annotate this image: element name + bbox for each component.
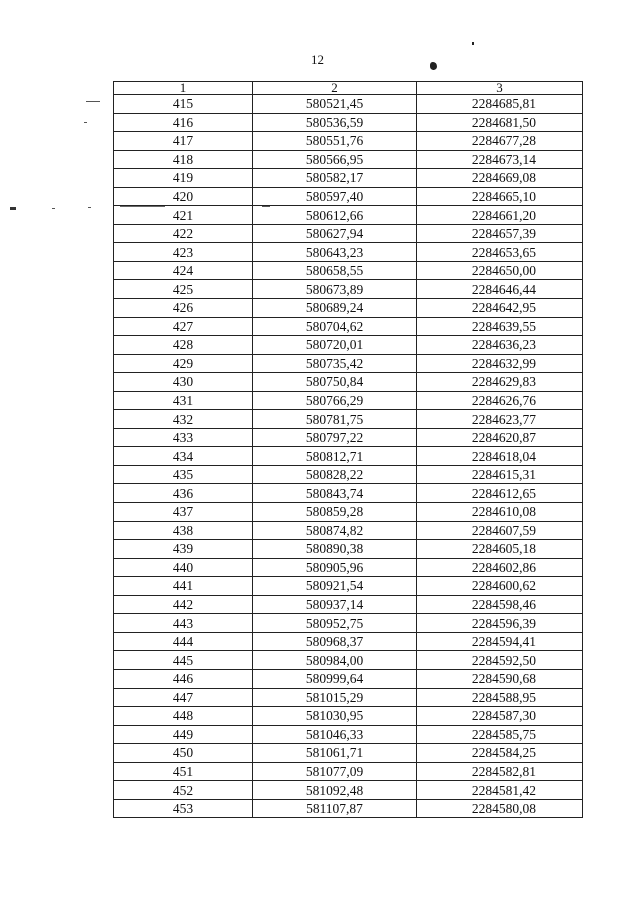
point-number-cell: 435 <box>114 465 253 484</box>
point-number-cell: 447 <box>114 688 253 707</box>
point-number-cell: 428 <box>114 336 253 355</box>
point-number-cell: 433 <box>114 428 253 447</box>
point-number-cell: 437 <box>114 503 253 522</box>
point-number-cell: 416 <box>114 113 253 132</box>
coordinates-table-wrap <box>113 81 582 818</box>
table-row <box>114 632 583 651</box>
y-coordinate-cell: 2284639,55 <box>417 317 583 336</box>
point-number-cell: 417 <box>114 132 253 151</box>
table-row <box>114 707 583 726</box>
y-coordinate-cell: 2284580,08 <box>417 799 583 818</box>
table-row <box>114 799 583 818</box>
table-row <box>114 187 583 206</box>
y-coordinate-cell: 2284681,50 <box>417 113 583 132</box>
x-coordinate-cell: 580984,00 <box>253 651 417 670</box>
scan-mark <box>86 101 100 102</box>
x-coordinate-cell: 580597,40 <box>253 187 417 206</box>
table-row <box>114 484 583 503</box>
x-coordinate-cell: 580643,23 <box>253 243 417 262</box>
table-row <box>114 224 583 243</box>
table-row <box>114 651 583 670</box>
x-coordinate-cell: 580582,17 <box>253 169 417 188</box>
y-coordinate-cell: 2284598,46 <box>417 595 583 614</box>
y-coordinate-cell: 2284669,08 <box>417 169 583 188</box>
x-coordinate-cell: 580689,24 <box>253 299 417 318</box>
point-number-cell: 451 <box>114 762 253 781</box>
table-row <box>114 410 583 429</box>
table-row <box>114 595 583 614</box>
column-header-3: 3 <box>417 82 583 95</box>
point-number-cell: 423 <box>114 243 253 262</box>
x-coordinate-cell: 580828,22 <box>253 465 417 484</box>
table-row <box>114 465 583 484</box>
x-coordinate-cell: 580797,22 <box>253 428 417 447</box>
page-number: 12 <box>311 52 324 67</box>
y-coordinate-cell: 2284665,10 <box>417 187 583 206</box>
x-coordinate-cell: 581015,29 <box>253 688 417 707</box>
table-row <box>114 669 583 688</box>
coordinates-table <box>113 81 583 818</box>
point-number-cell: 420 <box>114 187 253 206</box>
x-coordinate-cell: 580551,76 <box>253 132 417 151</box>
y-coordinate-cell: 2284610,08 <box>417 503 583 522</box>
x-coordinate-cell: 581092,48 <box>253 781 417 800</box>
y-coordinate-cell: 2284646,44 <box>417 280 583 299</box>
x-coordinate-cell: 580843,74 <box>253 484 417 503</box>
x-coordinate-cell: 580673,89 <box>253 280 417 299</box>
y-coordinate-cell: 2284673,14 <box>417 150 583 169</box>
y-coordinate-cell: 2284596,39 <box>417 614 583 633</box>
scan-mark <box>88 207 91 208</box>
table-row <box>114 762 583 781</box>
point-number-cell: 452 <box>114 781 253 800</box>
x-coordinate-cell: 580890,38 <box>253 540 417 559</box>
y-coordinate-cell: 2284581,42 <box>417 781 583 800</box>
table-row <box>114 577 583 596</box>
x-coordinate-cell: 580750,84 <box>253 373 417 392</box>
table-row <box>114 521 583 540</box>
y-coordinate-cell: 2284584,25 <box>417 744 583 763</box>
table-row <box>114 744 583 763</box>
y-coordinate-cell: 2284605,18 <box>417 540 583 559</box>
y-coordinate-cell: 2284588,95 <box>417 688 583 707</box>
table-row <box>114 336 583 355</box>
y-coordinate-cell: 2284632,99 <box>417 354 583 373</box>
y-coordinate-cell: 2284602,86 <box>417 558 583 577</box>
point-number-cell: 438 <box>114 521 253 540</box>
y-coordinate-cell: 2284650,00 <box>417 261 583 280</box>
point-number-cell: 450 <box>114 744 253 763</box>
table-row <box>114 540 583 559</box>
point-number-cell: 453 <box>114 799 253 818</box>
y-coordinate-cell: 2284677,28 <box>417 132 583 151</box>
point-number-cell: 429 <box>114 354 253 373</box>
x-coordinate-cell: 580921,54 <box>253 577 417 596</box>
table-row <box>114 299 583 318</box>
point-number-cell: 443 <box>114 614 253 633</box>
table-row <box>114 113 583 132</box>
x-coordinate-cell: 580766,29 <box>253 391 417 410</box>
point-number-cell: 440 <box>114 558 253 577</box>
table-row <box>114 354 583 373</box>
x-coordinate-cell: 580952,75 <box>253 614 417 633</box>
table-row <box>114 614 583 633</box>
point-number-cell: 418 <box>114 150 253 169</box>
table-row <box>114 169 583 188</box>
table-header-row <box>114 82 583 95</box>
x-coordinate-cell: 580968,37 <box>253 632 417 651</box>
point-number-cell: 436 <box>114 484 253 503</box>
x-coordinate-cell: 580999,64 <box>253 669 417 688</box>
point-number-cell: 431 <box>114 391 253 410</box>
point-number-cell: 426 <box>114 299 253 318</box>
x-coordinate-cell: 580735,42 <box>253 354 417 373</box>
scan-mark <box>84 122 87 123</box>
y-coordinate-cell: 2284612,65 <box>417 484 583 503</box>
table-row <box>114 558 583 577</box>
point-number-cell: 427 <box>114 317 253 336</box>
table-row <box>114 781 583 800</box>
x-coordinate-cell: 580536,59 <box>253 113 417 132</box>
y-coordinate-cell: 2284636,23 <box>417 336 583 355</box>
point-number-cell: 422 <box>114 224 253 243</box>
y-coordinate-cell: 2284657,39 <box>417 224 583 243</box>
x-coordinate-cell: 580859,28 <box>253 503 417 522</box>
y-coordinate-cell: 2284607,59 <box>417 521 583 540</box>
x-coordinate-cell: 580781,75 <box>253 410 417 429</box>
table-row <box>114 428 583 447</box>
x-coordinate-cell: 580612,66 <box>253 206 417 225</box>
table-row <box>114 150 583 169</box>
scan-speck <box>430 62 437 70</box>
x-coordinate-cell: 580874,82 <box>253 521 417 540</box>
table-row <box>114 373 583 392</box>
point-number-cell: 442 <box>114 595 253 614</box>
y-coordinate-cell: 2284623,77 <box>417 410 583 429</box>
x-coordinate-cell: 581077,09 <box>253 762 417 781</box>
x-coordinate-cell: 580521,45 <box>253 95 417 114</box>
x-coordinate-cell: 581030,95 <box>253 707 417 726</box>
y-coordinate-cell: 2284600,62 <box>417 577 583 596</box>
scan-speck <box>472 42 474 45</box>
point-number-cell: 425 <box>114 280 253 299</box>
table-row <box>114 725 583 744</box>
point-number-cell: 449 <box>114 725 253 744</box>
table-row <box>114 206 583 225</box>
table-row <box>114 688 583 707</box>
scan-mark <box>10 207 16 210</box>
y-coordinate-cell: 2284594,41 <box>417 632 583 651</box>
y-coordinate-cell: 2284661,20 <box>417 206 583 225</box>
table-row <box>114 280 583 299</box>
y-coordinate-cell: 2284642,95 <box>417 299 583 318</box>
point-number-cell: 419 <box>114 169 253 188</box>
table-row <box>114 132 583 151</box>
y-coordinate-cell: 2284587,30 <box>417 707 583 726</box>
y-coordinate-cell: 2284592,50 <box>417 651 583 670</box>
y-coordinate-cell: 2284615,31 <box>417 465 583 484</box>
point-number-cell: 430 <box>114 373 253 392</box>
point-number-cell: 434 <box>114 447 253 466</box>
table-row <box>114 317 583 336</box>
y-coordinate-cell: 2284590,68 <box>417 669 583 688</box>
x-coordinate-cell: 580704,62 <box>253 317 417 336</box>
x-coordinate-cell: 581107,87 <box>253 799 417 818</box>
y-coordinate-cell: 2284626,76 <box>417 391 583 410</box>
table-row <box>114 391 583 410</box>
table-body <box>114 95 583 818</box>
y-coordinate-cell: 2284582,81 <box>417 762 583 781</box>
x-coordinate-cell: 580627,94 <box>253 224 417 243</box>
point-number-cell: 421 <box>114 206 253 225</box>
point-number-cell: 448 <box>114 707 253 726</box>
point-number-cell: 445 <box>114 651 253 670</box>
x-coordinate-cell: 580812,71 <box>253 447 417 466</box>
y-coordinate-cell: 2284585,75 <box>417 725 583 744</box>
point-number-cell: 441 <box>114 577 253 596</box>
table-row <box>114 261 583 280</box>
x-coordinate-cell: 580937,14 <box>253 595 417 614</box>
point-number-cell: 432 <box>114 410 253 429</box>
y-coordinate-cell: 2284618,04 <box>417 447 583 466</box>
column-header-2: 2 <box>253 82 417 95</box>
y-coordinate-cell: 2284685,81 <box>417 95 583 114</box>
table-row <box>114 243 583 262</box>
scan-mark <box>52 208 55 209</box>
table-row <box>114 95 583 114</box>
y-coordinate-cell: 2284620,87 <box>417 428 583 447</box>
point-number-cell: 415 <box>114 95 253 114</box>
x-coordinate-cell: 580720,01 <box>253 336 417 355</box>
point-number-cell: 444 <box>114 632 253 651</box>
table-row <box>114 503 583 522</box>
x-coordinate-cell: 580566,95 <box>253 150 417 169</box>
x-coordinate-cell: 581046,33 <box>253 725 417 744</box>
x-coordinate-cell: 581061,71 <box>253 744 417 763</box>
x-coordinate-cell: 580905,96 <box>253 558 417 577</box>
point-number-cell: 439 <box>114 540 253 559</box>
column-header-1: 1 <box>114 82 253 95</box>
y-coordinate-cell: 2284629,83 <box>417 373 583 392</box>
y-coordinate-cell: 2284653,65 <box>417 243 583 262</box>
point-number-cell: 446 <box>114 669 253 688</box>
table-row <box>114 447 583 466</box>
x-coordinate-cell: 580658,55 <box>253 261 417 280</box>
point-number-cell: 424 <box>114 261 253 280</box>
